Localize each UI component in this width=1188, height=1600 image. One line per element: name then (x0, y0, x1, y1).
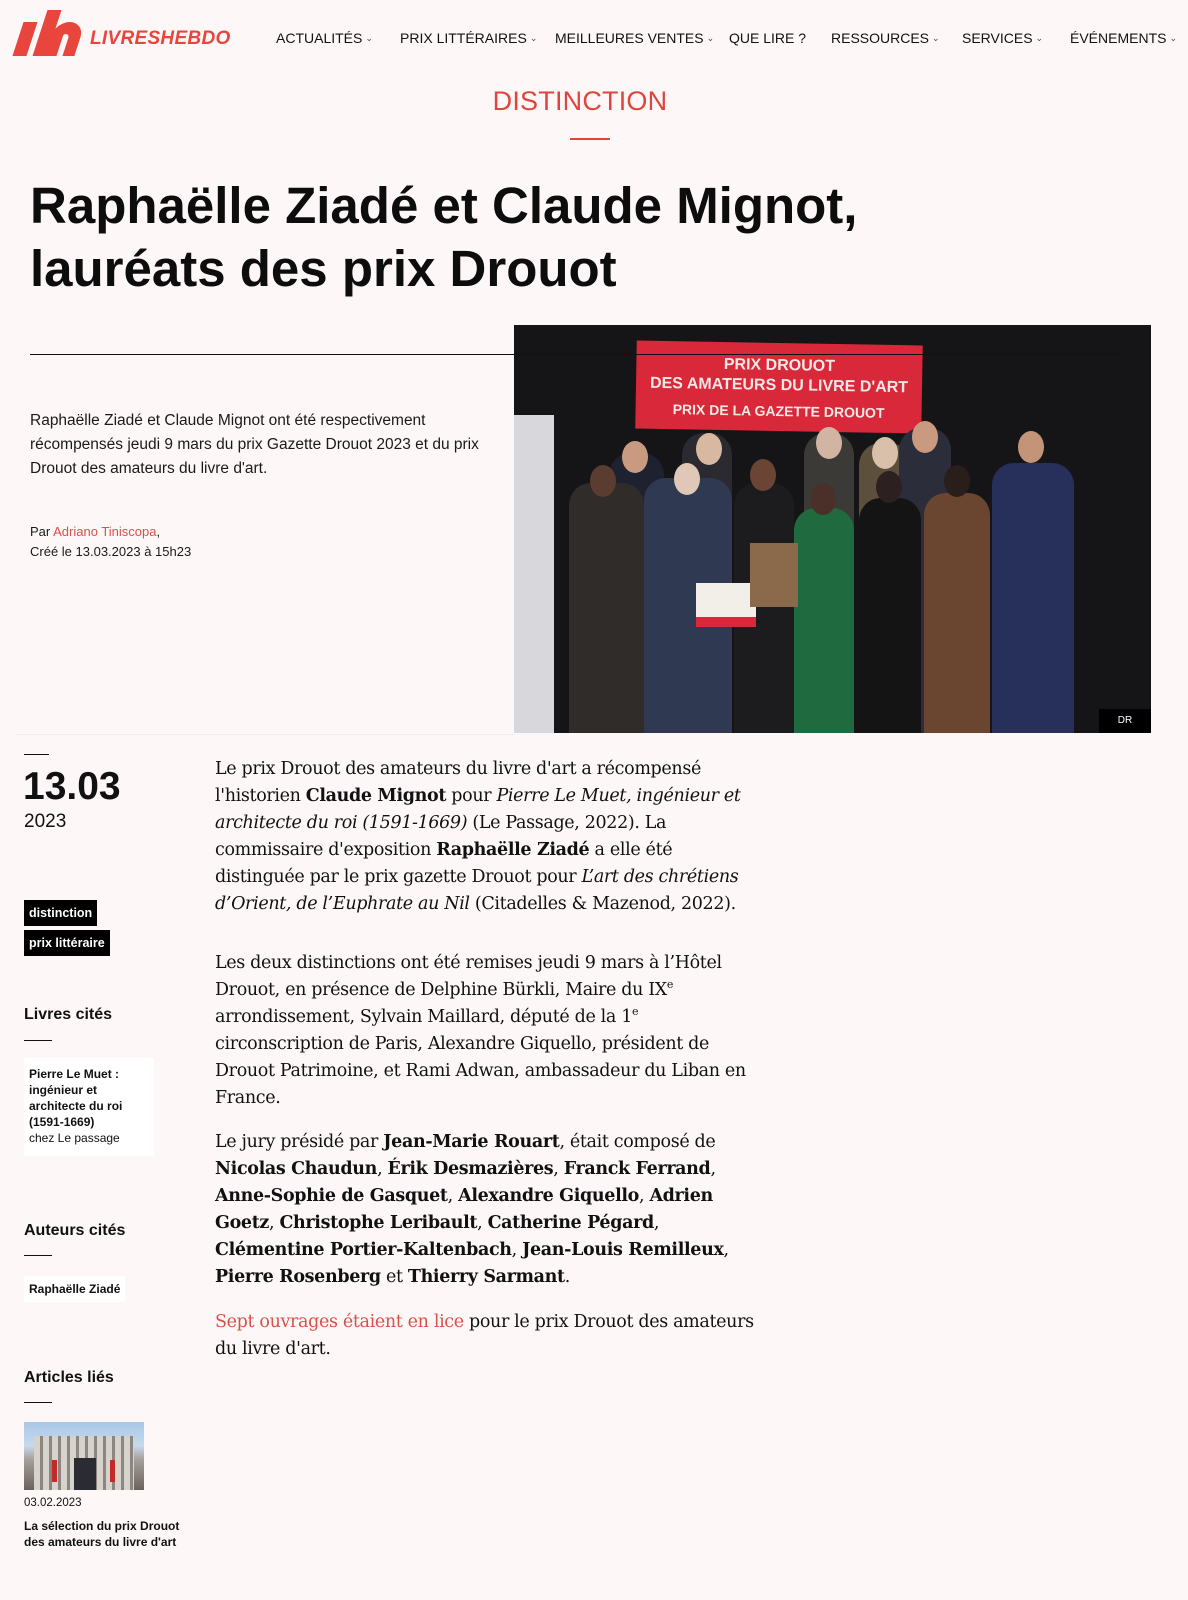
photo-head (622, 441, 648, 473)
body-paragraph-1: Le prix Drouot des amateurs du livre d'art a récompensé l'historien Claude Mignot pour Pierre Le Muet, ingénieur et architecte du roi (1591-1669) (Le Passage, 2022). La commissaire d'exposition Raphaëlle Ziadé a elle été distinguée par le prix gazette Drouot pour L’art des chrétiens d’Orient, de l’Euphrate au Nil (Citadelles & Mazenod, 2022). (215, 759, 741, 914)
chevron-down-icon: ⌄ (1169, 32, 1178, 43)
title-line-1: Raphaëlle Ziadé et Claude Mignot, (30, 177, 858, 234)
nav-item-actualites[interactable] (276, 30, 373, 46)
photo-book (750, 543, 798, 607)
section-label[interactable]: DISTINCTION (492, 86, 668, 116)
photo-head (810, 483, 836, 515)
body-paragraph-3: Le jury présidé par Jean-Marie Rouart, était composé de Nicolas Chaudun, Érik Desmazières, Franck Ferrand, Anne-Sophie de Gasquet, Alexandre Giquello, Adrien Goetz, Christophe Leribault, Catherine Pégard, Clémentine Portier-Kaltenbach, Jean-Louis Remilleux, Pierre Rosenberg et Thierry Sarmant. (215, 1132, 729, 1287)
logo-text: LIVRESHEBDO (90, 28, 231, 49)
tag-prix-litteraire[interactable]: prix littéraire (24, 930, 110, 956)
byline-comma: , (156, 524, 161, 539)
article-title (30, 174, 1030, 300)
photo-head (674, 463, 700, 495)
photo-figure (924, 493, 990, 733)
nav-item-ressources[interactable] (831, 30, 940, 46)
banner-line-2: DES AMATEURS DU LIVRE D'ART (649, 374, 909, 397)
photo-head (1018, 431, 1044, 463)
nav-item-evenements[interactable] (1070, 30, 1177, 46)
photo-figure (992, 463, 1074, 733)
photo-head (944, 465, 970, 497)
section-divider (570, 138, 610, 140)
header-rule (30, 354, 1120, 355)
photo-book (696, 583, 756, 627)
photo-head (816, 427, 842, 459)
site-header (0, 0, 1188, 80)
related-article-thumbnail[interactable] (24, 1422, 144, 1490)
related-articles-rule (24, 1402, 52, 1403)
nav-label: ACTUALITÉS (276, 30, 363, 46)
sponsor-board (514, 415, 554, 733)
nav-label: MEILLEURES VENTES (555, 30, 704, 46)
created-date: Créé le 13.03.2023 à 15h23 (30, 544, 192, 559)
nav-label: ÉVÉNEMENTS (1070, 30, 1167, 46)
nav-item-que-lire[interactable] (729, 30, 806, 46)
main-nav (0, 30, 1188, 50)
cited-book-publisher: chez Le passage (29, 1131, 120, 1145)
person-name: Raphaëlle Ziadé (436, 840, 590, 860)
date-year: 2023 (24, 811, 67, 832)
related-articles-heading: Articles liés (24, 1369, 114, 1386)
body-paragraph-2: Les deux distinctions ont été remises jeudi 9 mars à l’Hôtel Drouot, en présence de Delphine Bürkli, Maire du IXe arrondissement, Sylvain Maillard, député de la 1e circonscription de Paris, Alexandre Giquello, président de Drouot Patrimoine, et Rami Adwan, ambassadeur du Liban en France. (215, 953, 746, 1108)
photo-head (590, 465, 616, 497)
chevron-down-icon: ⌄ (529, 32, 538, 43)
nav-label: QUE LIRE ? (729, 30, 807, 46)
photo-head (872, 437, 898, 469)
date-day: 13.03 (23, 765, 121, 808)
nav-label: RESSOURCES (831, 30, 930, 46)
nav-label: PRIX LITTÉRAIRES (400, 30, 527, 46)
person-name: Claude Mignot (305, 786, 447, 806)
photo-head (696, 433, 722, 465)
nav-item-prix-litteraires[interactable] (400, 30, 537, 46)
banner-line-1: PRIX DROUOT (723, 356, 836, 375)
nav-item-services[interactable] (962, 30, 1043, 46)
photo-credit: DR (1099, 709, 1151, 733)
book-title: Pierre Le Muet, ingénieur et architecte du roi (1591-1669) (215, 786, 741, 833)
photo-figure (859, 498, 921, 733)
book-title: L’art des chrétiens d’Orient, de l’Euphrate au Nil (215, 867, 739, 914)
nav-label: SERVICES (962, 30, 1033, 46)
chevron-down-icon: ⌄ (932, 32, 940, 43)
nav-item-meilleures-ventes[interactable] (555, 30, 714, 46)
article-lede: Raphaëlle Ziadé et Claude Mignot ont été respectivement récompensés jeudi 9 mars du prix Gazette Drouot 2023 et du prix Drouot des amateurs du livre d'art. (30, 412, 479, 477)
title-line-2: lauréats des prix Drouot (30, 240, 617, 297)
photo-head (912, 421, 938, 453)
cited-book-title: Pierre Le Muet : ingénieur et architecte du roi (1591-1669) (29, 1067, 123, 1129)
chevron-down-icon: ⌄ (365, 32, 373, 43)
related-article-title[interactable]: La sélection du prix Drouot des amateurs du livre d'art (24, 1519, 180, 1549)
article-photo (514, 325, 1151, 733)
related-article-date: 03.02.2023 (24, 1497, 82, 1509)
date-rule (24, 754, 49, 755)
chevron-down-icon: ⌄ (706, 32, 715, 43)
author-link[interactable]: Adriano Tiniscopa (53, 524, 157, 539)
cited-author[interactable]: Raphaëlle Ziadé (24, 1276, 125, 1302)
tag-distinction[interactable]: distinction (24, 900, 97, 926)
photo-figure (794, 508, 854, 733)
content-separator (16, 734, 514, 735)
chevron-down-icon: ⌄ (1035, 32, 1044, 43)
books-cited-rule (24, 1040, 52, 1041)
selection-link[interactable]: Sept ouvrages étaient en lice (215, 1312, 464, 1332)
authors-cited-rule (24, 1255, 52, 1256)
photo-head (876, 471, 902, 503)
photo-figure (569, 483, 644, 733)
cited-book-card[interactable] (24, 1058, 154, 1156)
authors-cited-heading: Auteurs cités (24, 1222, 126, 1239)
banner-line-3: PRIX DE LA GAZETTE DROUOT (672, 401, 885, 421)
photo-head (750, 459, 776, 491)
byline-prefix: Par (30, 524, 51, 539)
body-paragraph-4: Sept ouvrages étaient en lice pour le prix Drouot des amateurs du livre d'art. (215, 1312, 754, 1359)
byline (30, 522, 480, 562)
books-cited-heading: Livres cités (24, 1006, 113, 1023)
